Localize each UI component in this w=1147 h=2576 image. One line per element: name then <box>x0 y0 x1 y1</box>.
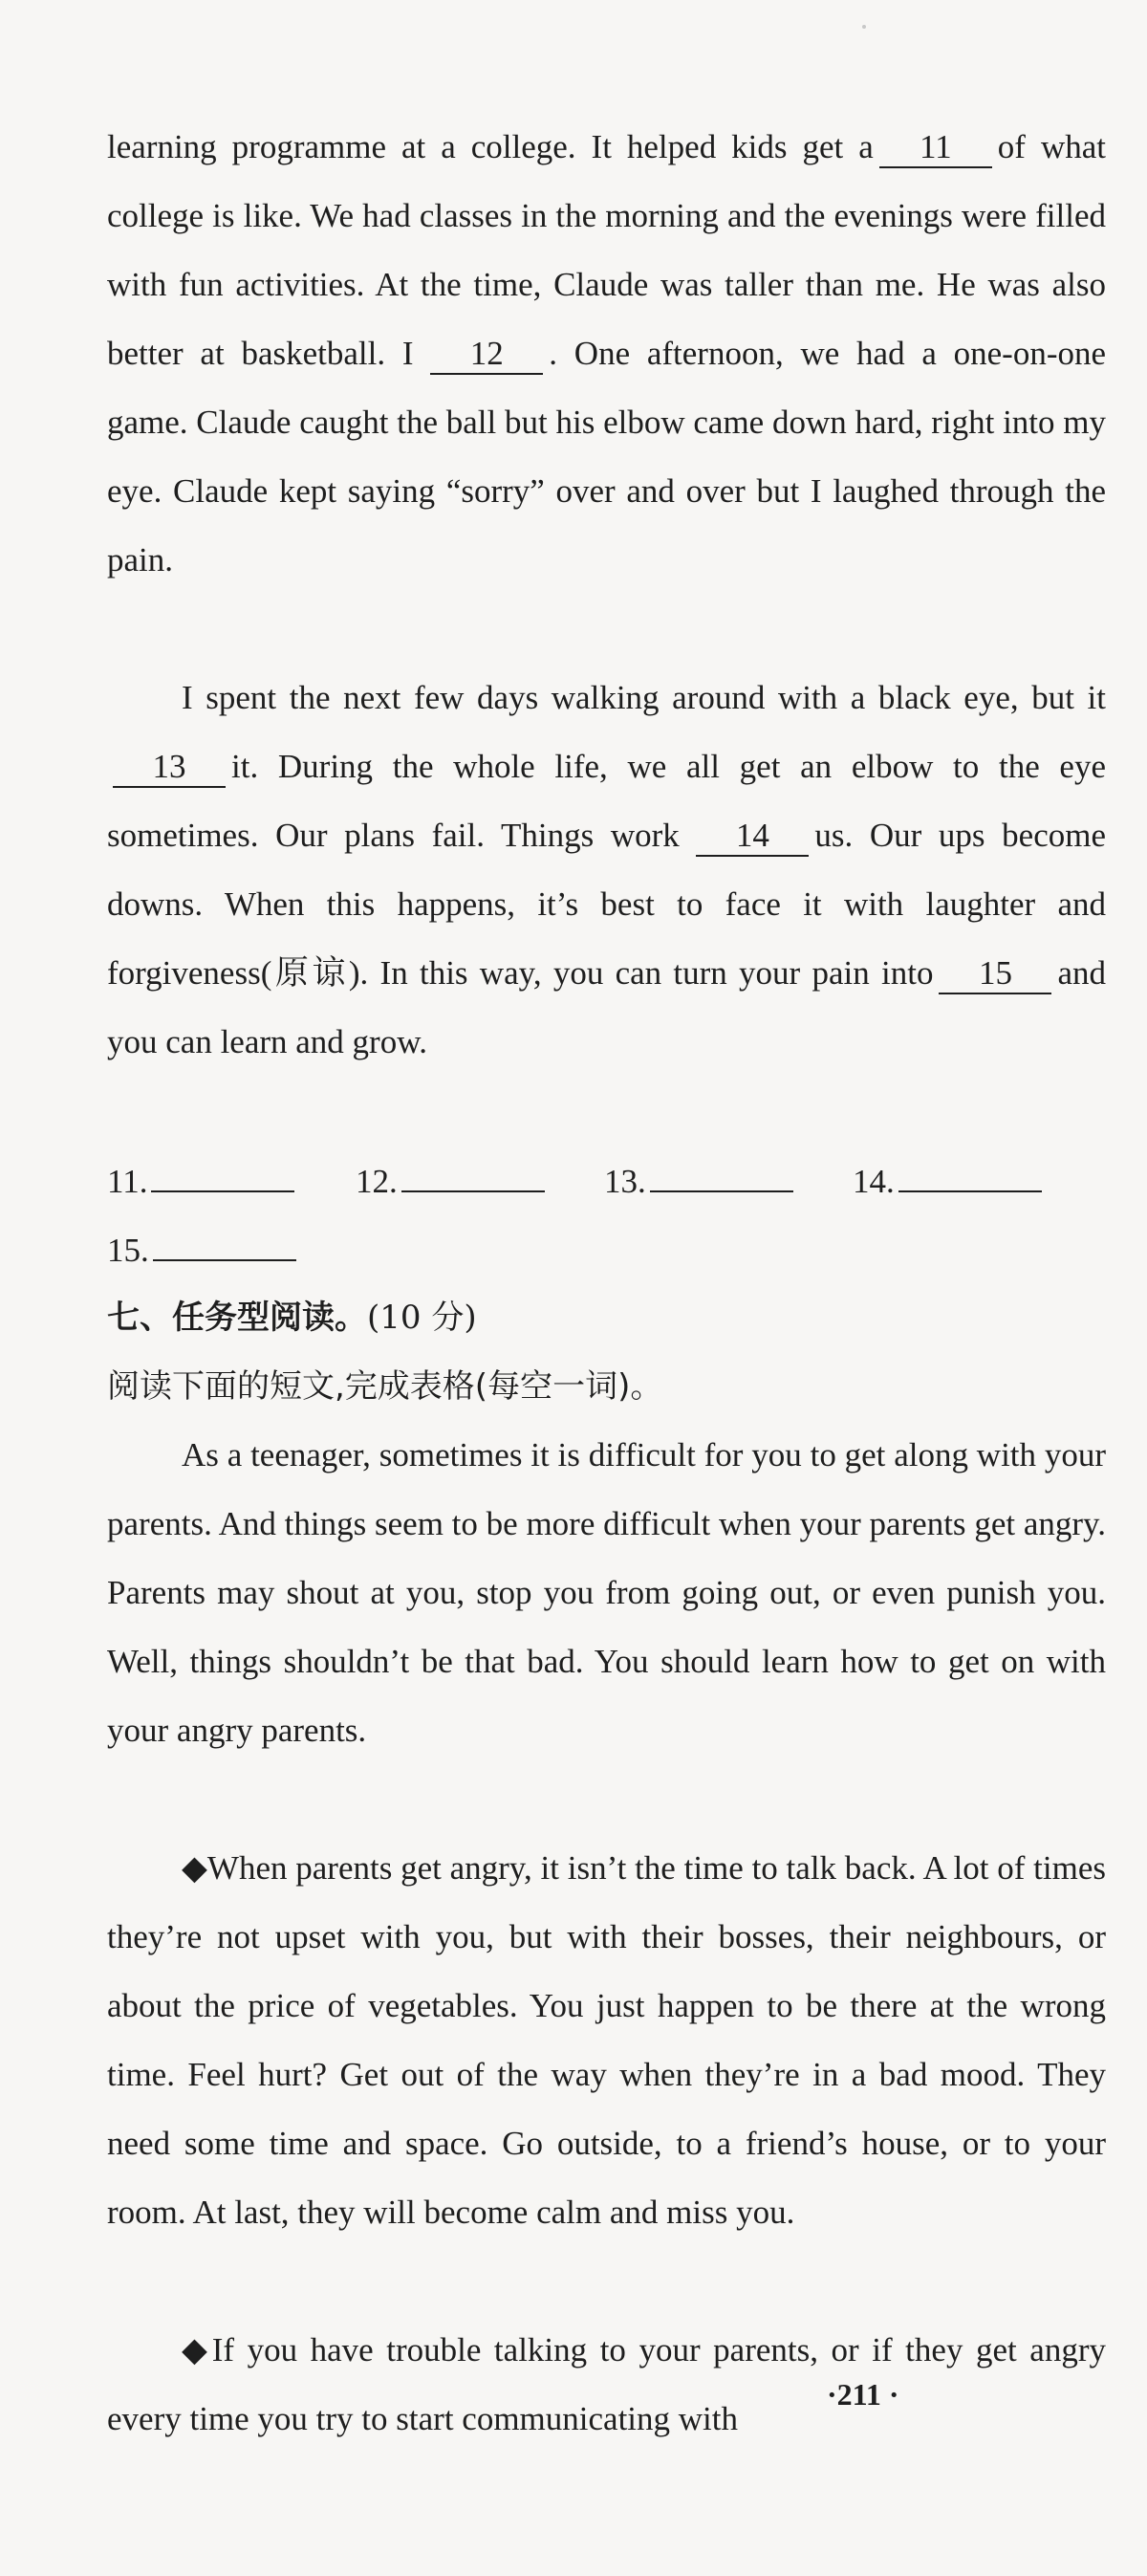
passage1-paragraph-1 <box>107 113 1106 595</box>
section-points: (10 分) <box>367 1299 477 1337</box>
answer-11-label: 11. <box>107 1163 148 1200</box>
p2-text-1: I spent the next few days walking around with a black eye, but it <box>182 679 1106 716</box>
passage2-paragraph-1: As a teenager, sometimes it is difficult for you to get along with your parents. And things seem to be more difficult when your parents get angry. Parents may shout at you, stop you from going out, or even punish you. Well, things shouldn’t be that bad. You should learn how to get on with your angry parents. <box>107 1436 1106 1749</box>
section-heading <box>107 1283 477 1353</box>
passage1-paragraph-2 <box>107 664 1106 1077</box>
p2-text-4: and you can learn and grow. <box>107 954 1106 1060</box>
answer-11-line[interactable] <box>151 1162 294 1192</box>
answer-13-label: 13. <box>604 1163 646 1200</box>
answer-15[interactable] <box>107 1231 296 1270</box>
blank-13[interactable]: 13 <box>113 748 226 788</box>
answer-12-line[interactable] <box>401 1162 545 1192</box>
answer-13[interactable] <box>604 1162 793 1201</box>
answer-13-line[interactable] <box>650 1162 793 1192</box>
section-instruction: 阅读下面的短文,完成表格(每空一词)。 <box>107 1367 663 1406</box>
scan-speck <box>862 25 866 29</box>
answer-14[interactable] <box>853 1162 1042 1201</box>
p2-text-2: it. During the whole life, we all get an elbow to the eye sometimes. Our plans fail. Things work <box>107 748 1106 854</box>
p2-text-3: us. Our ups become downs. When this happens, it’s best to face it with laughter and forgiveness(原谅). In this way, you can turn your pain into <box>107 817 1106 992</box>
answer-15-line[interactable] <box>153 1231 296 1261</box>
answer-12-label: 12. <box>356 1163 398 1200</box>
p1-text-1: learning programme at a college. It helped kids get a <box>107 128 874 165</box>
page-number: ·211 · <box>827 2377 899 2412</box>
answer-14-line[interactable] <box>898 1162 1042 1192</box>
passage2-paragraph-2: ◆When parents get angry, it isn’t the time to talk back. A lot of times they’re not upset with you, but with their bosses, their neighbours, or about the price of vegetables. You just happen to be there at the wrong time. Feel hurt? Get out of the way when they’re in a bad mood. They need some time and space. Go outside, to a friend’s house, or to your room. At last, they will become calm and miss you. <box>107 1849 1106 2231</box>
answer-15-label: 15. <box>107 1232 149 1269</box>
answer-14-label: 14. <box>853 1163 895 1200</box>
blank-11[interactable]: 11 <box>879 128 992 168</box>
blank-14[interactable]: 14 <box>696 817 809 857</box>
section-title: 七、任务型阅读。 <box>107 1299 367 1337</box>
blank-15[interactable]: 15 <box>939 954 1051 994</box>
answer-11[interactable] <box>107 1162 294 1201</box>
passage2-paragraph-3: ◆If you have trouble talking to your parents, or if they get angry every time you try to start communicating with <box>107 2331 1106 2437</box>
p1-text-2: of what college is like. We had classes in the morning and the evenings were filled with fun activities. At the time, Claude was taller than me. He was also better at basketball. I <box>107 128 1106 372</box>
p1-text-3: . One afternoon, we had a one-on-one game. Claude caught the ball but his elbow came down hard, right into my eye. Claude kept saying “sorry” over and over but I laughed through the pain. <box>107 335 1107 579</box>
blank-12[interactable]: 12 <box>430 335 543 375</box>
answer-12[interactable] <box>356 1162 545 1201</box>
